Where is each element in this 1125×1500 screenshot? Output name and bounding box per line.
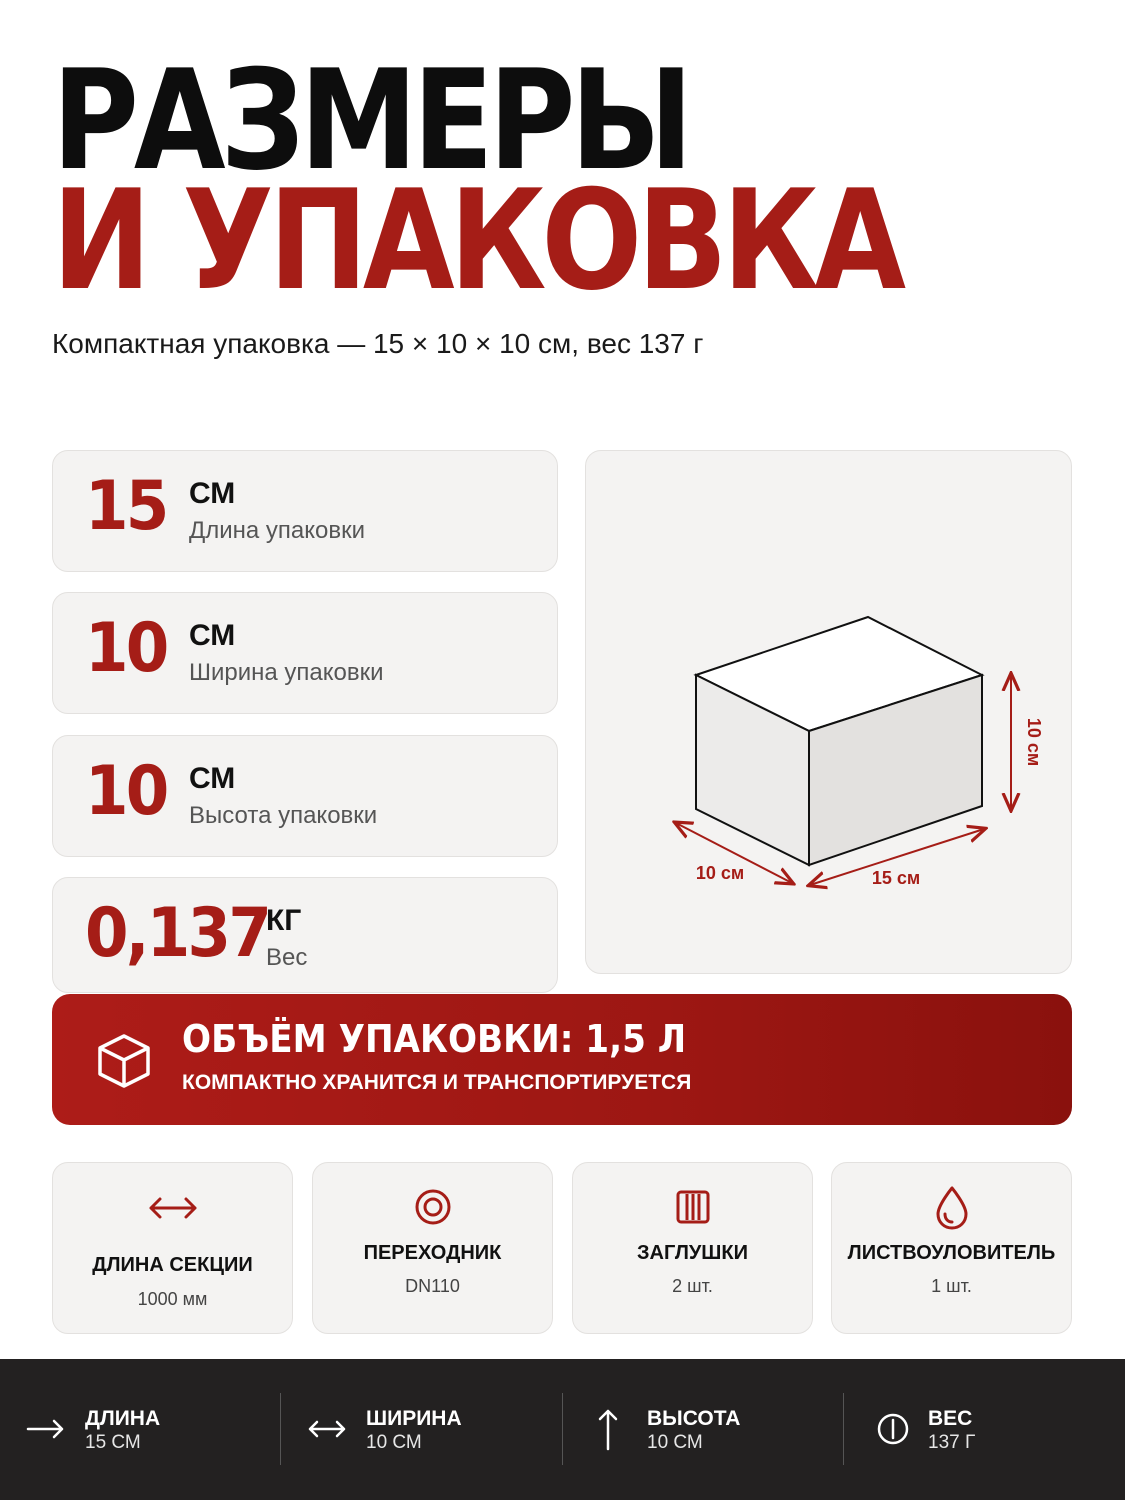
volume-title: ОБЪЁМ УПАКОВКИ: 1,5 Л [182, 1017, 687, 1061]
footer-label: ВЫСОТА [647, 1407, 741, 1430]
width-label: 10 см [695, 863, 745, 883]
arrow-up-icon [588, 1407, 628, 1451]
double-arrow-icon [307, 1409, 347, 1449]
stat-value: 10 [85, 609, 167, 688]
footer-value: 10 СМ [366, 1432, 422, 1453]
page-title-line1: РАЗМЕРЫ [52, 40, 689, 201]
feature-value: 1000 мм [137, 1289, 208, 1309]
box-diagram-panel [585, 450, 1072, 974]
feature-value: 1 шт. [931, 1276, 972, 1296]
footer-label: ДЛИНА [85, 1407, 161, 1430]
feature-card-section-length [52, 1162, 293, 1334]
feature-card-adapter [312, 1162, 553, 1334]
page-title-line2: И УПАКОВКА [52, 160, 901, 321]
volume-subtitle: КОМПАКТНО ХРАНИТСЯ И ТРАНСПОРТИРУЕТСЯ [182, 1071, 692, 1094]
box-icon [96, 1032, 152, 1088]
adapter-ring-icon [413, 1187, 453, 1227]
footer-value: 15 СМ [85, 1432, 141, 1453]
stat-value: 0,137 [85, 894, 270, 973]
page-subtitle: Компактная упаковка — 15 × 10 × 10 см, вес 137 г [52, 328, 704, 359]
stat-label: Высота упаковки [189, 802, 378, 829]
feature-card-leaf-guard [831, 1162, 1072, 1334]
footer-divider [562, 1393, 563, 1465]
arrow-right-icon [26, 1409, 66, 1449]
feature-title: ДЛИНА СЕКЦИИ [92, 1254, 253, 1276]
stat-unit: СМ [189, 762, 236, 795]
feature-value: 2 шт. [672, 1276, 713, 1296]
stat-unit: СМ [189, 619, 236, 652]
footer-label: ШИРИНА [366, 1407, 462, 1430]
feature-title: ПЕРЕХОДНИК [363, 1242, 502, 1264]
footer-divider [280, 1393, 281, 1465]
length-label: 15 см [871, 868, 921, 888]
footer-divider [843, 1393, 844, 1465]
stat-card-width [52, 592, 558, 714]
double-arrow-icon [147, 1195, 199, 1221]
feature-value: DN110 [405, 1276, 460, 1296]
volume-banner [52, 994, 1072, 1125]
weight-icon [873, 1409, 913, 1449]
footer-specs-bar [0, 1359, 1125, 1500]
box-diagram [586, 451, 1073, 975]
footer-label: ВЕС [928, 1407, 973, 1430]
stat-card-weight [52, 877, 558, 993]
stat-card-length [52, 450, 558, 572]
drop-icon [934, 1185, 970, 1231]
stat-label: Вес [266, 944, 308, 971]
stat-value: 15 [85, 467, 167, 546]
stat-value: 10 [85, 752, 167, 831]
feature-title: ЛИСТВОУЛОВИТЕЛЬ [847, 1242, 1056, 1264]
feature-card-caps [572, 1162, 813, 1334]
stat-card-height [52, 735, 558, 857]
footer-value: 137 Г [928, 1432, 976, 1453]
stat-unit: СМ [189, 477, 236, 510]
stat-label: Ширина упаковки [189, 659, 384, 686]
height-label: 10 см [1024, 717, 1044, 767]
end-caps-icon [675, 1189, 711, 1225]
footer-value: 10 СМ [647, 1432, 703, 1453]
stat-unit: КГ [266, 904, 302, 937]
stat-label: Длина упаковки [189, 517, 366, 544]
feature-title: ЗАГЛУШКИ [637, 1242, 748, 1264]
